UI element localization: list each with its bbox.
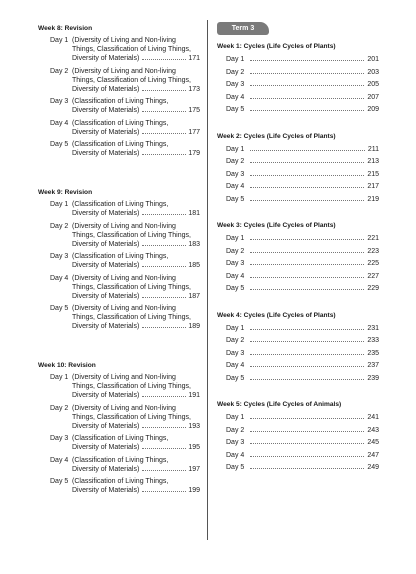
- day-entry[interactable]: [50, 373, 200, 400]
- dot-leader: [250, 252, 364, 253]
- week-title: Week 3: Cycles (Life Cycles of Plants): [217, 222, 336, 229]
- day-entry[interactable]: [50, 434, 200, 452]
- dot-leader: [142, 245, 186, 246]
- day-description: [72, 222, 200, 249]
- dot-leader: [250, 239, 364, 240]
- description-line: Diversity of Materials): [72, 422, 140, 430]
- description-line: (Diversity of Living and Non-living: [72, 404, 176, 412]
- day-description: [72, 434, 200, 452]
- day-entry[interactable]: [226, 413, 379, 426]
- day-entry[interactable]: [226, 324, 379, 337]
- dot-leader: [250, 187, 364, 188]
- dot-leader: [250, 200, 364, 201]
- day-label: Day 3: [226, 170, 245, 178]
- day-description: [72, 67, 200, 94]
- description-line: Things, Classification of Living Things,: [72, 413, 191, 421]
- day-entry[interactable]: [50, 67, 200, 94]
- day-entry[interactable]: [226, 182, 379, 195]
- day-label: Day 2: [226, 68, 245, 76]
- page-number: 211: [367, 145, 379, 153]
- day-label: Day 1: [226, 145, 245, 153]
- day-entry[interactable]: [226, 93, 379, 106]
- day-label: Day 2: [226, 337, 245, 344]
- description-last-line: [72, 261, 200, 270]
- description-line: (Diversity of Living and Non-living: [72, 222, 176, 230]
- description-line: (Diversity of Living and Non-living: [72, 274, 176, 282]
- description-line: Diversity of Materials): [72, 292, 140, 300]
- day-description: [72, 304, 200, 331]
- description-last-line: [72, 149, 200, 158]
- dot-leader: [250, 329, 364, 330]
- day-label: Day 4: [226, 93, 245, 101]
- page-number: 203: [367, 68, 379, 76]
- description-line: Things, Classification of Living Things,: [72, 231, 191, 239]
- page-number: 195: [188, 444, 200, 451]
- dot-leader: [250, 277, 364, 278]
- day-label: Day 2: [226, 158, 245, 165]
- description-line: Diversity of Materials): [72, 128, 140, 136]
- page-number: 247: [367, 451, 379, 459]
- day-entry[interactable]: [50, 274, 200, 301]
- day-description: [72, 119, 200, 137]
- day-label: Day 3: [226, 260, 245, 267]
- week-section: [38, 188, 200, 331]
- week-section: [217, 132, 379, 208]
- page-number: 175: [188, 107, 200, 114]
- dot-leader: [250, 456, 364, 457]
- description-last-line: [72, 54, 200, 63]
- description-line: Diversity of Materials): [72, 55, 140, 62]
- day-description: [72, 373, 200, 400]
- page-number: 237: [367, 362, 379, 369]
- dot-leader: [142, 59, 186, 60]
- description-line: Diversity of Materials): [72, 487, 140, 494]
- day-label: Day 3: [226, 439, 245, 446]
- description-last-line: [72, 106, 200, 115]
- day-entry[interactable]: [50, 456, 200, 474]
- page-number: 177: [188, 128, 200, 136]
- description-line: Diversity of Materials): [72, 465, 140, 473]
- day-description: [72, 404, 200, 431]
- week-title: Week 2: Cycles (Life Cycles of Plants): [217, 132, 336, 140]
- day-label: Day 2: [50, 222, 69, 230]
- week-title: Week 1: Cycles (Life Cycles of Plants): [217, 43, 336, 50]
- description-line: (Classification of Living Things,: [72, 456, 169, 464]
- page-number: 201: [367, 56, 379, 63]
- left-column: [38, 24, 200, 525]
- dot-leader: [250, 431, 364, 432]
- dot-leader: [250, 341, 364, 342]
- description-line: Diversity of Materials): [72, 323, 140, 330]
- day-entry[interactable]: [50, 140, 200, 158]
- day-label: Day 5: [50, 141, 69, 148]
- page-number: 217: [367, 183, 379, 190]
- page-number: 245: [367, 439, 379, 446]
- day-description: [72, 200, 200, 218]
- day-label: Day 2: [50, 67, 69, 75]
- day-description: [72, 140, 200, 158]
- day-entry[interactable]: [226, 195, 379, 208]
- page-number: 191: [188, 392, 200, 399]
- day-label: Day 5: [226, 464, 245, 471]
- day-entry[interactable]: [226, 336, 379, 349]
- description-line: (Classification of Living Things,: [72, 119, 169, 127]
- day-entry[interactable]: [50, 404, 200, 431]
- dot-leader: [250, 366, 364, 367]
- day-label: Day 3: [226, 349, 245, 357]
- description-last-line: [72, 209, 200, 218]
- day-entry[interactable]: [226, 438, 379, 451]
- week-section: [217, 311, 379, 387]
- description-line: Things, Classification of Living Things,: [72, 314, 191, 321]
- description-line: (Diversity of Living and Non-living: [72, 374, 176, 381]
- description-line: (Diversity of Living and Non-living: [72, 67, 176, 75]
- dot-leader: [250, 418, 364, 419]
- description-line: (Classification of Living Things,: [72, 98, 169, 105]
- description-line: Diversity of Materials): [72, 210, 140, 217]
- day-label: Day 4: [226, 362, 245, 369]
- page-number: 205: [367, 81, 379, 88]
- dot-leader: [142, 133, 186, 134]
- page-number: 199: [188, 487, 200, 494]
- day-description: [72, 477, 200, 495]
- day-description: [72, 456, 200, 474]
- day-entry[interactable]: [50, 97, 200, 115]
- day-entry[interactable]: [226, 55, 379, 68]
- dot-leader: [250, 73, 364, 74]
- page-number: 193: [188, 422, 200, 430]
- term-weeks: [217, 42, 379, 476]
- page-number: 183: [188, 240, 200, 248]
- week-title: Week 8: Revision: [38, 25, 93, 32]
- page-number: 223: [367, 247, 379, 255]
- day-entry[interactable]: [226, 349, 379, 362]
- page-number: 231: [367, 324, 379, 332]
- description-last-line: [72, 85, 200, 94]
- day-label: Day 1: [50, 374, 69, 381]
- day-entry[interactable]: [226, 259, 379, 272]
- dot-leader: [250, 98, 364, 99]
- description-last-line: [72, 292, 200, 301]
- day-entry[interactable]: [226, 451, 379, 464]
- page-number: 179: [188, 150, 200, 157]
- page-number: 173: [188, 85, 200, 93]
- day-label: Day 1: [50, 37, 69, 44]
- description-last-line: [72, 443, 200, 452]
- page-number: 189: [188, 323, 200, 330]
- day-entry[interactable]: [50, 119, 200, 137]
- day-entry[interactable]: [50, 477, 200, 495]
- day-entry[interactable]: [226, 157, 379, 170]
- page-number: 209: [367, 106, 379, 113]
- week-section: [217, 221, 379, 297]
- week-section: [217, 42, 379, 118]
- description-line: Diversity of Materials): [72, 85, 140, 93]
- dot-leader: [250, 354, 364, 355]
- day-entry[interactable]: [226, 361, 379, 374]
- description-line: Diversity of Materials): [72, 107, 140, 114]
- page-number: 221: [367, 235, 379, 242]
- dot-leader: [142, 214, 186, 215]
- week-title: Week 9: Revision: [38, 189, 93, 196]
- day-label: Day 1: [50, 201, 69, 208]
- page-number: 219: [367, 195, 379, 203]
- description-last-line: [72, 240, 200, 249]
- description-line: Diversity of Materials): [72, 150, 140, 157]
- day-label: Day 4: [50, 456, 69, 464]
- dot-leader: [250, 379, 364, 380]
- description-last-line: [72, 391, 200, 400]
- day-label: Day 2: [50, 404, 69, 412]
- description-line: (Classification of Living Things,: [72, 435, 169, 442]
- day-description: [72, 97, 200, 115]
- day-entry[interactable]: [226, 374, 379, 387]
- day-label: Day 4: [226, 272, 245, 280]
- week-section: [38, 361, 200, 495]
- day-entry[interactable]: [226, 234, 379, 247]
- page-number: 239: [367, 374, 379, 382]
- dot-leader: [142, 427, 186, 428]
- day-label: Day 4: [50, 274, 69, 282]
- day-label: Day 1: [226, 414, 245, 421]
- day-label: Day 4: [50, 119, 69, 127]
- day-entry[interactable]: [50, 222, 200, 249]
- day-entry[interactable]: [50, 304, 200, 331]
- dot-leader: [250, 60, 364, 61]
- day-label: Day 5: [226, 106, 245, 113]
- day-entry[interactable]: [50, 252, 200, 270]
- dot-leader: [142, 448, 186, 449]
- day-label: Day 2: [226, 426, 245, 434]
- day-label: Day 1: [226, 56, 245, 63]
- dot-leader: [142, 297, 186, 298]
- page-number: 213: [367, 158, 379, 165]
- day-entry[interactable]: [226, 170, 379, 183]
- dot-leader: [142, 90, 186, 91]
- description-line: Diversity of Materials): [72, 392, 140, 399]
- dot-leader: [142, 396, 186, 397]
- day-label: Day 3: [50, 253, 69, 260]
- day-label: Day 3: [50, 435, 69, 442]
- page-number: 249: [367, 464, 379, 471]
- description-line: Diversity of Materials): [72, 262, 140, 269]
- dot-leader: [250, 264, 364, 265]
- day-label: Day 5: [50, 305, 69, 312]
- dot-leader: [250, 175, 364, 176]
- description-line: Things, Classification of Living Things,: [72, 46, 191, 53]
- description-line: (Classification of Living Things,: [72, 253, 169, 260]
- dot-leader: [250, 85, 364, 86]
- week-title: Week 10: Revision: [38, 362, 96, 369]
- page-number: 243: [367, 426, 379, 434]
- page-number: 181: [188, 210, 200, 217]
- day-label: Day 4: [226, 451, 245, 459]
- dot-leader: [250, 150, 365, 151]
- page-number: 229: [367, 285, 379, 292]
- dot-leader: [142, 266, 186, 267]
- right-column: [217, 22, 379, 490]
- page-number: 235: [367, 349, 379, 357]
- description-last-line: [72, 422, 200, 431]
- day-description: [72, 274, 200, 301]
- description-line: Things, Classification of Living Things,: [72, 283, 191, 291]
- day-entry[interactable]: [226, 105, 379, 118]
- day-entry[interactable]: [226, 68, 379, 81]
- day-entry[interactable]: [50, 36, 200, 63]
- day-entry[interactable]: [226, 426, 379, 439]
- day-label: Day 1: [226, 324, 245, 332]
- day-entry[interactable]: [226, 145, 379, 158]
- day-entry[interactable]: [50, 200, 200, 218]
- day-label: Day 5: [50, 478, 69, 485]
- description-last-line: [72, 486, 200, 495]
- description-last-line: [72, 128, 200, 137]
- page-number: 241: [367, 414, 379, 421]
- page-number: 185: [188, 262, 200, 269]
- description-line: (Classification of Living Things,: [72, 478, 169, 485]
- page-number: 171: [188, 55, 200, 62]
- page-number: 225: [367, 260, 379, 267]
- dot-leader: [250, 468, 364, 469]
- page-number: 207: [367, 93, 379, 101]
- day-label: Day 1: [226, 235, 245, 242]
- dot-leader: [142, 327, 186, 328]
- day-label: Day 3: [226, 81, 245, 88]
- dot-leader: [250, 110, 364, 111]
- dot-leader: [142, 470, 186, 471]
- description-line: (Classification of Living Things,: [72, 141, 169, 148]
- dot-leader: [250, 289, 364, 290]
- day-label: Day 2: [226, 247, 245, 255]
- column-divider: [207, 20, 208, 540]
- dot-leader: [250, 162, 364, 163]
- day-entry[interactable]: [226, 463, 379, 476]
- description-last-line: [72, 465, 200, 474]
- week-section: [217, 400, 379, 476]
- week-title: Week 5: Cycles (Life Cycles of Animals): [217, 401, 342, 408]
- page-number: 187: [188, 292, 200, 300]
- day-entry[interactable]: [226, 80, 379, 93]
- description-line: Things, Classification of Living Things,: [72, 76, 191, 84]
- day-label: Day 5: [226, 195, 245, 203]
- description-line: (Diversity of Living and Non-living: [72, 37, 176, 44]
- page-number: 215: [367, 170, 379, 178]
- dot-leader: [142, 111, 186, 112]
- week-section: [38, 24, 200, 158]
- day-label: Day 3: [50, 98, 69, 105]
- day-label: Day 5: [226, 374, 245, 382]
- day-label: Day 5: [226, 285, 245, 292]
- description-line: Things, Classification of Living Things,: [72, 383, 191, 390]
- day-label: Day 4: [226, 183, 245, 190]
- day-entry[interactable]: [226, 272, 379, 285]
- day-entry[interactable]: [226, 284, 379, 297]
- page-number: 227: [367, 272, 379, 280]
- description-last-line: [72, 322, 200, 331]
- description-line: (Classification of Living Things,: [72, 201, 169, 208]
- dot-leader: [250, 443, 364, 444]
- dot-leader: [142, 491, 186, 492]
- description-line: (Diversity of Living and Non-living: [72, 305, 176, 312]
- day-description: [72, 36, 200, 63]
- term-badge: Term 3: [217, 22, 269, 35]
- page-number: 197: [188, 465, 200, 473]
- page-number: 233: [367, 337, 379, 344]
- week-title: Week 4: Cycles (Life Cycles of Plants): [217, 311, 336, 319]
- dot-leader: [142, 154, 186, 155]
- description-line: Diversity of Materials): [72, 240, 140, 248]
- description-line: Diversity of Materials): [72, 444, 140, 451]
- day-description: [72, 252, 200, 270]
- day-entry[interactable]: [226, 247, 379, 260]
